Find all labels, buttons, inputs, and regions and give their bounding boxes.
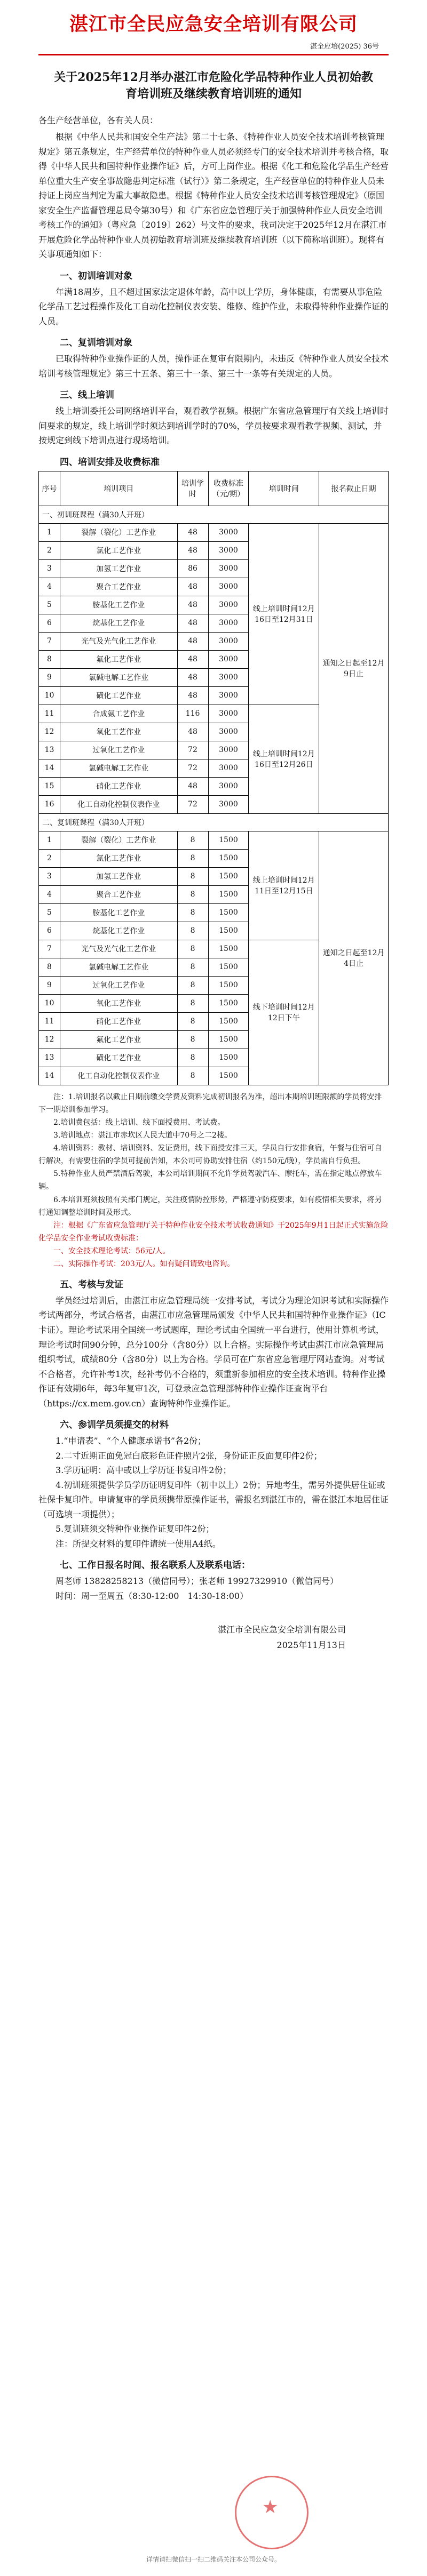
note-line: 6.本培训班须按照有关部门规定，关注疫情防控形势，严格遵守防疫要求，如有疫情相关要求，将另行通知调整培训时间及形式。 xyxy=(38,1195,382,1217)
company-seal xyxy=(235,2476,309,2549)
cell-no: 2 xyxy=(39,541,60,559)
cell-course: 硝化工艺作业 xyxy=(60,1012,177,1030)
cell-hours: 8 xyxy=(177,994,208,1012)
cell-fee: 1500 xyxy=(208,867,249,885)
cell-course: 加氢工艺作业 xyxy=(60,559,177,578)
contact-persons: 周老师 13828258213（微信同号）；张老师 19927329910（微信同号） xyxy=(56,1576,339,1587)
cell-hours: 48 xyxy=(177,668,208,686)
cell-no: 3 xyxy=(39,559,60,578)
cell-fee: 1500 xyxy=(208,885,249,903)
cell-hours: 8 xyxy=(177,1049,208,1067)
table-header-row xyxy=(39,471,389,506)
cell-hours: 8 xyxy=(177,885,208,903)
cell-training-time: 线上培训时间12月16日至12月26日 xyxy=(249,705,319,813)
col-header-hours: 培训学时 xyxy=(177,471,208,506)
exam-fee-notice: 注：根据《广东省应急管理厅关于特种作业安全技术考试收费通知》于2025年9月1日起正式实施危险化学品安全作业考试收费标准： xyxy=(38,1221,389,1243)
cell-hours: 8 xyxy=(177,1067,208,1085)
section-heading-2: 二、复训培训对象 xyxy=(60,338,132,349)
cell-fee: 1500 xyxy=(208,849,249,867)
cell-fee: 1500 xyxy=(208,940,249,958)
cell-hours: 8 xyxy=(177,831,208,849)
document-number: 湛全应培(2025) 36号 xyxy=(310,43,379,51)
cell-no: 4 xyxy=(39,885,60,903)
cell-hours: 48 xyxy=(177,632,208,650)
cell-hours: 8 xyxy=(177,976,208,994)
cell-fee: 3000 xyxy=(208,523,249,541)
cell-deadline: 通知之日起至12月9日止 xyxy=(319,523,389,813)
cell-hours: 48 xyxy=(177,650,208,668)
cell-no: 14 xyxy=(39,759,60,777)
cell-course: 裂解（裂化）工艺作业 xyxy=(60,523,177,541)
cell-no: 3 xyxy=(39,867,60,885)
cell-deadline: 通知之日起至12月4日止 xyxy=(319,831,389,1085)
cell-fee: 3000 xyxy=(208,795,249,813)
signature-org: 湛江市全民应急安全培训有限公司 xyxy=(217,1625,346,1635)
section-text-1: 年满18周岁，且不超过国家法定退休年龄，高中以上学历，身体健康，有需要从事危险化学品工艺过程操作及化工自动化控制仪表安装、维修、维护作业，未取得特种作业操作证的人员。 xyxy=(38,286,389,326)
cell-no: 1 xyxy=(39,523,60,541)
material-item: 2.二寸近期正面免冠白底彩色证件照片2张，身份证正反面复印件2份； xyxy=(56,1450,322,1461)
cell-no: 5 xyxy=(39,596,60,614)
cell-no: 6 xyxy=(39,922,60,940)
cell-hours: 48 xyxy=(177,578,208,596)
cell-course: 化工自动化控制仪表作业 xyxy=(60,1067,177,1085)
cell-hours: 8 xyxy=(177,849,208,867)
cell-course: 光气及光气化工艺作业 xyxy=(60,632,177,650)
note-line: 5.特种作业人员严禁酒后驾驶，本公司培训期间不允许学员驾驶汽车、摩托车，需在指定地点停放车辆。 xyxy=(38,1170,382,1191)
section-heading-6: 六、参训学员须提交的材料 xyxy=(60,1420,169,1431)
cell-course: 过氧化工艺作业 xyxy=(60,976,177,994)
cell-course: 聚合工艺作业 xyxy=(60,578,177,596)
cell-no: 9 xyxy=(39,668,60,686)
materials-list xyxy=(38,1434,389,1551)
cell-fee: 1500 xyxy=(208,903,249,922)
section-heading-3: 三、线上培训 xyxy=(60,390,114,401)
cell-hours: 48 xyxy=(177,723,208,741)
section-heading-7: 七、工作日报名时间、报名联系人及联系电话： xyxy=(60,1560,250,1571)
cell-hours: 8 xyxy=(177,958,208,976)
cell-course: 烷基化工艺作业 xyxy=(60,614,177,632)
cell-no: 7 xyxy=(39,940,60,958)
cell-no: 8 xyxy=(39,958,60,976)
cell-course: 氯化工艺作业 xyxy=(60,541,177,559)
section-heading-4: 四、培训安排及收费标准 xyxy=(60,457,160,468)
cell-fee: 3000 xyxy=(208,541,249,559)
exam-fee-theory: 一、安全技术理论考试：56元/人。 xyxy=(53,1246,170,1255)
cell-no: 5 xyxy=(39,903,60,922)
cell-no: 8 xyxy=(39,650,60,668)
cell-course: 裂解（裂化）工艺作业 xyxy=(60,831,177,849)
cell-course: 氟化工艺作业 xyxy=(60,1030,177,1049)
cell-hours: 8 xyxy=(177,1012,208,1030)
cell-hours: 48 xyxy=(177,541,208,559)
cell-fee: 3000 xyxy=(208,578,249,596)
cell-hours: 72 xyxy=(177,741,208,759)
cell-no: 12 xyxy=(39,1030,60,1049)
cell-training-time: 线上培训时间12月16日至12月31日 xyxy=(249,523,319,705)
cell-no: 14 xyxy=(39,1067,60,1085)
cell-hours: 72 xyxy=(177,795,208,813)
document-title: 关于2025年12月举办湛江市危险化学品特种作业人员初始教育培训班及继续教育培训班的通知 xyxy=(54,70,373,101)
cell-fee: 3000 xyxy=(208,723,249,741)
cell-course: 氯化工艺作业 xyxy=(60,849,177,867)
col-header-deadline: 报名截止日期 xyxy=(319,471,389,506)
table-section-row xyxy=(39,813,389,831)
cell-no: 9 xyxy=(39,976,60,994)
cell-course: 加氢工艺作业 xyxy=(60,867,177,885)
material-item: 1.“申请表”、“个人健康承诺书”各2份； xyxy=(56,1436,207,1446)
cell-no: 13 xyxy=(39,741,60,759)
table-section-label: 一、初训班课程（满30人开班） xyxy=(39,506,389,523)
contact-hours: 时间：周一至周五（8:30-12:00 14:30-18:00） xyxy=(56,1590,249,1601)
note-line: 3.培训地点：湛江市赤坎区人民大道中70号之二2楼。 xyxy=(53,1131,232,1140)
cell-fee: 1500 xyxy=(208,976,249,994)
section-heading-1: 一、初训培训对象 xyxy=(60,270,132,282)
cell-fee: 1500 xyxy=(208,1012,249,1030)
cell-course: 化工自动化控制仪表作业 xyxy=(60,795,177,813)
section-text-5: 学员经过培训后，由湛江市应急管理局统一安排考试，考试分为理论知识考试和实际操作考试两部分，考试合格者，由湛江市应急管理局颁发《中华人民共和国特种作业操作证》（IC卡证）。理论考试采用全国统一考试题库，理论考试由全国统一平台进行，使用计算机考试，理论考试时间90分钟，总分100分（含80分）以上合格。实际操作考试由湛江市应急管理局组织考试，成绩80分（含80分）以上为合格。学员可在广东省应急管理厅网站查询。对考试不合格者，允许补考1次，经补考仍不合格的，须重新参加相应的安全技术培训。特种作业操作证有效期6年，每3年复审1次，可登录应急管理部特种作业操作证查询平台（https://cx.mem.gov.cn）查询特种作业操作证。 xyxy=(38,1295,389,1409)
letterhead-org: 湛江市全民应急安全培训有限公司 xyxy=(69,13,358,35)
cell-no: 11 xyxy=(39,705,60,723)
cell-course: 氯碱电解工艺作业 xyxy=(60,759,177,777)
note-line: 2.培训费包括：线上培训、线下面授费用、考试费。 xyxy=(53,1118,225,1127)
cell-fee: 1500 xyxy=(208,1067,249,1085)
table-row xyxy=(39,523,389,541)
cell-fee: 3000 xyxy=(208,614,249,632)
cell-course: 合成氨工艺作业 xyxy=(60,705,177,723)
material-item: 3.学历证明：高中或以上学历证书复印件2份； xyxy=(56,1465,232,1476)
cell-fee: 3000 xyxy=(208,777,249,795)
section-heading-5: 五、考核与发证 xyxy=(60,1279,123,1290)
cell-hours: 48 xyxy=(177,686,208,705)
cell-course: 聚合工艺作业 xyxy=(60,885,177,903)
cell-fee: 3000 xyxy=(208,759,249,777)
cell-no: 1 xyxy=(39,831,60,849)
material-item: 注：所提交材料的复印件请统一使用A4纸。 xyxy=(56,1538,221,1549)
cell-hours: 72 xyxy=(177,759,208,777)
cell-course: 过氧化工艺作业 xyxy=(60,741,177,759)
exam-fee-practical: 二、实际操作考试：203元/人。如有疑问请致电咨询。 xyxy=(53,1259,235,1268)
material-item: 4.初训班须提供学员学历证明复印件（初中以上）2份；异地考生，需另外提供居住证或社保卡复印件。申请复审的学员须携带原操作证书，需报名到湛江市的，需在湛江本地居住证（可选填一项提供）； xyxy=(38,1479,389,1519)
cell-no: 10 xyxy=(39,686,60,705)
cell-course: 磺化工艺作业 xyxy=(60,1049,177,1067)
cell-hours: 48 xyxy=(177,523,208,541)
cell-fee: 1500 xyxy=(208,994,249,1012)
cell-hours: 48 xyxy=(177,614,208,632)
cell-no: 10 xyxy=(39,994,60,1012)
cell-course: 烷基化工艺作业 xyxy=(60,922,177,940)
cell-hours: 86 xyxy=(177,559,208,578)
cell-hours: 8 xyxy=(177,1030,208,1049)
cell-no: 13 xyxy=(39,1049,60,1067)
cell-no: 16 xyxy=(39,795,60,813)
cell-no: 2 xyxy=(39,849,60,867)
cell-fee: 1500 xyxy=(208,831,249,849)
cell-fee: 3000 xyxy=(208,650,249,668)
table-section-row xyxy=(39,506,389,523)
col-header-course: 培训项目 xyxy=(60,471,177,506)
cell-hours: 48 xyxy=(177,596,208,614)
cell-fee: 3000 xyxy=(208,705,249,723)
note-line: 4.培训资料：教材、培训资料、发证费用，线下面授安排三天，学员自行安排食宿，午餐与住宿可自行解决，有需要住宿的学员可提前告知，本公司可协助安排住宿（约150元/晚），学员需自行负担。 xyxy=(38,1144,382,1166)
cell-no: 11 xyxy=(39,1012,60,1030)
training-schedule-table xyxy=(38,471,389,1085)
table-section-label: 二、复训班课程（满30人开班） xyxy=(39,813,389,831)
cell-no: 12 xyxy=(39,723,60,741)
cell-course: 氧化工艺作业 xyxy=(60,994,177,1012)
cell-fee: 1500 xyxy=(208,1030,249,1049)
cell-course: 光气及光气化工艺作业 xyxy=(60,940,177,958)
cell-hours: 8 xyxy=(177,940,208,958)
cell-course: 氟化工艺作业 xyxy=(60,650,177,668)
footer-note: 详情请扫微信扫一扫二维码关注本公司公众号。 xyxy=(146,2556,281,2563)
salutation: 各生产经营单位，各有关人员： xyxy=(38,115,159,125)
cell-hours: 116 xyxy=(177,705,208,723)
cell-fee: 1500 xyxy=(208,922,249,940)
cell-fee: 3000 xyxy=(208,559,249,578)
cell-fee: 3000 xyxy=(208,741,249,759)
cell-course: 胺基化工艺作业 xyxy=(60,596,177,614)
material-item: 5.复训班须交特种作业操作证复印件2份； xyxy=(56,1524,215,1534)
cell-fee: 3000 xyxy=(208,596,249,614)
cell-no: 15 xyxy=(39,777,60,795)
col-header-fee: 收费标准（元/期） xyxy=(208,471,249,506)
cell-fee: 3000 xyxy=(208,686,249,705)
section-text-2: 已取得特种作业操作证的人员，操作证在复审有限期内，未违反《特种作业人员安全技术培训考核管理规定》第三十五条、第三十一条、第三十一条等有关规定的人员。 xyxy=(38,354,389,379)
cell-course: 氯碱电解工艺作业 xyxy=(60,668,177,686)
cell-fee: 1500 xyxy=(208,1049,249,1067)
cell-hours: 8 xyxy=(177,867,208,885)
cell-course: 氧化工艺作业 xyxy=(60,723,177,741)
cell-fee: 3000 xyxy=(208,668,249,686)
intro-paragraph: 根据《中华人民共和国安全生产法》第二十七条、《特种作业人员安全技术培训考核管理规定》第五条规定，生产经营单位的特种作业人员必须经专门的安全技术培训并考核合格，取得《中华人民共和国特种作业操作证》后，方可上岗作业。根据《化工和危险化学品生产经营单位重大生产安全事故隐患判定标准（试行）》第二条规定，生产经营单位的特种作业人员未持证上岗应当判定为重大事故隐患。根据《特种作业人员安全技术培训考核管理规定》（原国家安全生产监督管理总局令第30号）和《广东省应急管理厅关于加强特种作业人员安全培训考核工作的通知》（粤应急〔2019〕262）号文件的要求，我司决定于2025年12月在湛江市开展危险化学品特种作业人员初始教育培训班及继续教育培训班（以下简称培训班）。现将有关事项通知如下： xyxy=(38,132,389,260)
cell-fee: 3000 xyxy=(208,632,249,650)
cell-no: 6 xyxy=(39,614,60,632)
note-line: 注：1.培训报名以截止日期前缴交学费及资料完成初训报名为准，超出本期培训班限额的学员将安排下一期培训参加学习。 xyxy=(38,1092,382,1114)
cell-training-time: 线下培训时间12月12日下午 xyxy=(249,940,319,1085)
cell-training-time: 线上培训时间12月11日至12月15日 xyxy=(249,831,319,940)
cell-course: 磺化工艺作业 xyxy=(60,686,177,705)
signature-block xyxy=(38,1622,389,1653)
table-row xyxy=(39,831,389,849)
letterhead-divider xyxy=(38,54,389,55)
notes-block xyxy=(38,1091,389,1270)
cell-course: 氯碱电解工艺作业 xyxy=(60,958,177,976)
cell-hours: 8 xyxy=(177,922,208,940)
cell-fee: 1500 xyxy=(208,958,249,976)
cell-course: 硝化工艺作业 xyxy=(60,777,177,795)
cell-course: 胺基化工艺作业 xyxy=(60,903,177,922)
cell-hours: 48 xyxy=(177,777,208,795)
cell-no: 7 xyxy=(39,632,60,650)
signature-date: 2025年11月13日 xyxy=(276,1640,346,1651)
cell-no: 4 xyxy=(39,578,60,596)
cell-hours: 8 xyxy=(177,903,208,922)
col-header-no: 序号 xyxy=(39,471,60,506)
section-text-3: 线上培训委托公司网络培训平台，观看教学视频。根据广东省应急管理厅有关线上培训时间要求的规定，线上培训学时须达到培训学时的70%，学员按要求观看教学视频、测试，并按规定到线下培训点进行现场培训。 xyxy=(38,406,389,446)
col-header-time: 培训时间 xyxy=(249,471,319,506)
